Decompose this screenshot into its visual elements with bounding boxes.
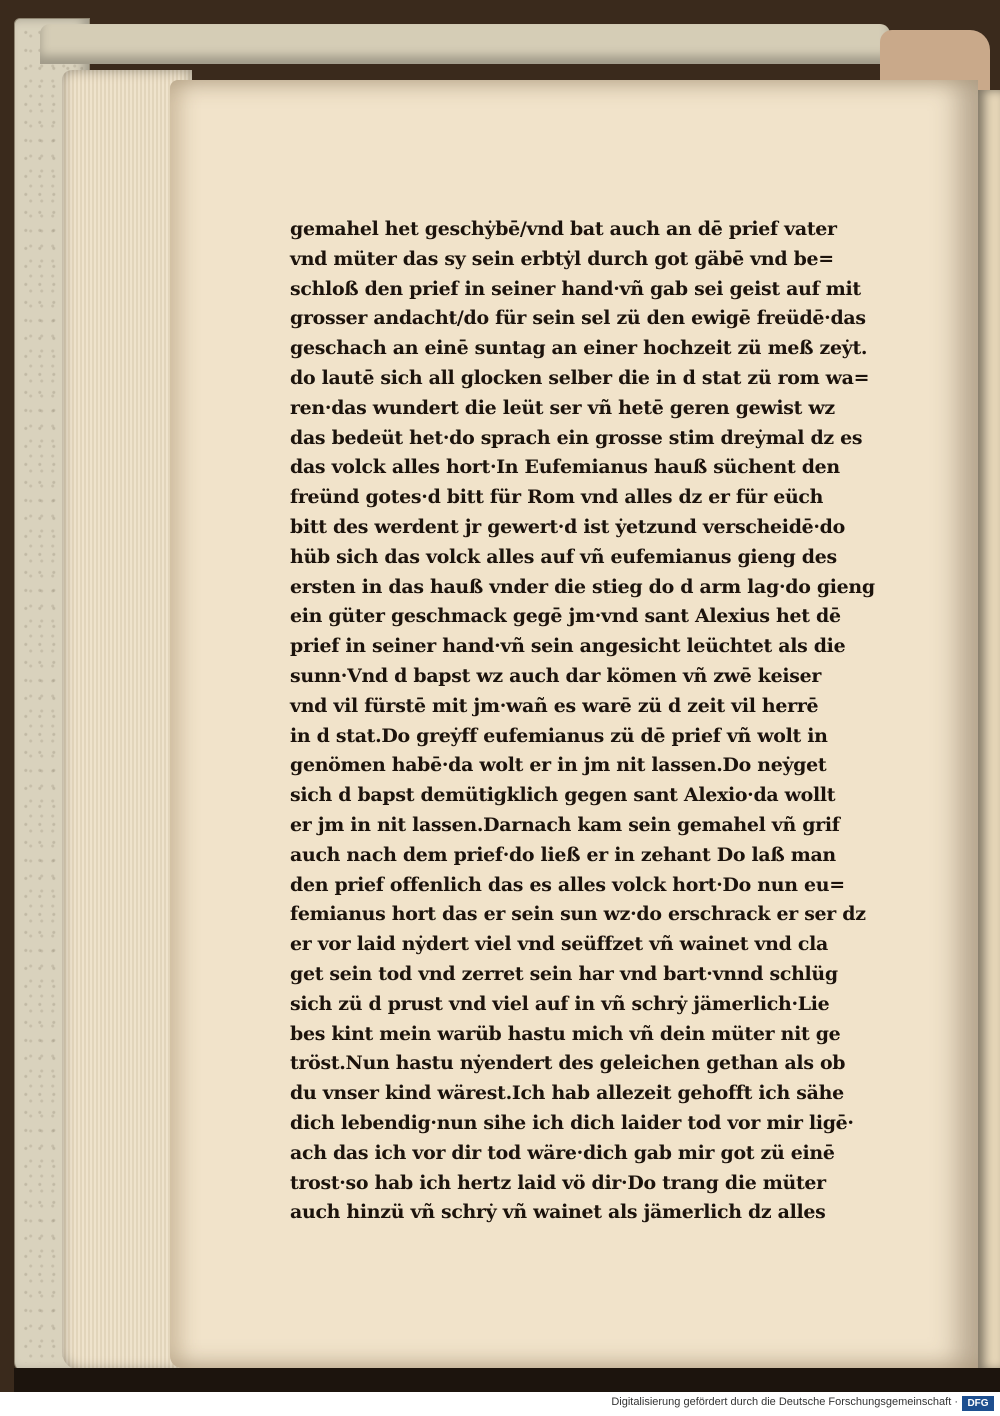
dfg-logo: DFG (962, 1396, 994, 1411)
text-line: hüb sich das volck alles auf vñ eufemianus gieng des (290, 545, 837, 568)
text-line: auch nach dem prief·do ließ er in zehant Do laß man (290, 843, 836, 866)
text-line: schloß den prief in seiner hand·vñ gab sei geist auf mit (290, 277, 861, 300)
text-line: du vnser kind wärest.Ich hab allezeit gehofft ich sähe (290, 1082, 844, 1105)
text-line: er jm in nit lassen.Darnach kam sein gemahel vñ grif (290, 813, 840, 836)
text-line: er vor laid nẏdert viel vnd seüffzet vñ wainet vnd cla (290, 933, 828, 956)
text-line: sunn·Vnd d bapst wz auch dar kömen vñ zwē keiser (290, 664, 822, 687)
text-line: sich zü d prust vnd viel auf in vñ schrẏ jämerlich·Lie (290, 992, 830, 1015)
text-line: den prief offenlich das es alles volck hort·Do nun eu= (290, 873, 845, 896)
scan-background (14, 1368, 1000, 1392)
text-line: in d stat.Do greẏff eufemianus zü dē prief vñ wolt in (290, 724, 828, 747)
text-line: vnd vil fürstē mit jm·wañ es warē zü d zeit vil herrē (290, 694, 819, 717)
text-line: get sein tod vnd zerret sein har vnd bart·vnnd schlüg (290, 962, 838, 985)
text-line: ersten in das hauß vnder die stieg do d arm lag·do gieng (290, 575, 875, 598)
text-line: do lautē sich all glocken selber die in d stat zü rom wa= (290, 366, 870, 389)
text-line: prief in seiner hand·vñ sein angesicht leüchtet als die (290, 635, 846, 658)
text-line: trost·so hab ich hertz laid vö dir·Do trang die müter (290, 1171, 826, 1194)
text-line: das volck alles hort·In Eufemianus hauß süchent den (290, 456, 840, 479)
text-line: bitt des werdent jr gewert·d ist ẏetzund verscheidē·do (290, 515, 845, 538)
text-line: ein güter geschmack gegē jm·vnd sant Alexius het dē (290, 605, 841, 628)
text-line: tröst.Nun hastu nẏendert des geleichen gethan als ob (290, 1052, 846, 1075)
text-line: ach das ich vor dir tod wäre·dich gab mir got zü einē (290, 1141, 835, 1164)
text-line: genömen habē·da wolt er in jm nit lassen.Do neẏget (290, 754, 827, 777)
page-text-block (290, 215, 890, 1228)
text-line: sich d bapst demütigklich gegen sant Alexio·da wollt (290, 784, 836, 807)
facing-page-edge (978, 90, 1000, 1370)
text-line: bes kint mein warüb hastu mich vñ dein müter nit ge (290, 1022, 841, 1045)
text-line: dich lebendig·nun sihe ich dich laider tod vor mir ligē· (290, 1111, 854, 1134)
digitization-credit: Digitalisierung gefördert durch die Deutsche Forschungsgemeinschaft · (611, 1396, 958, 1408)
text-line: femianus hort das er sein sun wz·do erschrack er ser dz (290, 903, 866, 926)
text-line: vnd müter das sy sein erbtẏl durch got gäbē vnd be= (290, 247, 834, 270)
text-line: gemahel het geschẏbē/vnd bat auch an dē prief vater (290, 218, 837, 240)
text-line: geschach an einē suntag an einer hochzeit zü meß zeẏt. (290, 337, 868, 360)
text-line: das bedeüt het·do sprach ein grosse stim dreẏmal dz es (290, 426, 863, 449)
text-line: auch hinzü vñ schrẏ vñ wainet als jämerlich dz alles (290, 1201, 826, 1224)
text-line: freünd gotes·d bitt für Rom vnd alles dz er für eüch (290, 486, 824, 509)
book-cover-top (40, 24, 890, 64)
credit-footer (0, 1392, 1000, 1416)
text-line: grosser andacht/do für sein sel zü den ewigē freüdē·das (290, 307, 866, 330)
text-line: ren·das wundert die leüt ser vñ hetē geren gewist wz (290, 396, 835, 419)
